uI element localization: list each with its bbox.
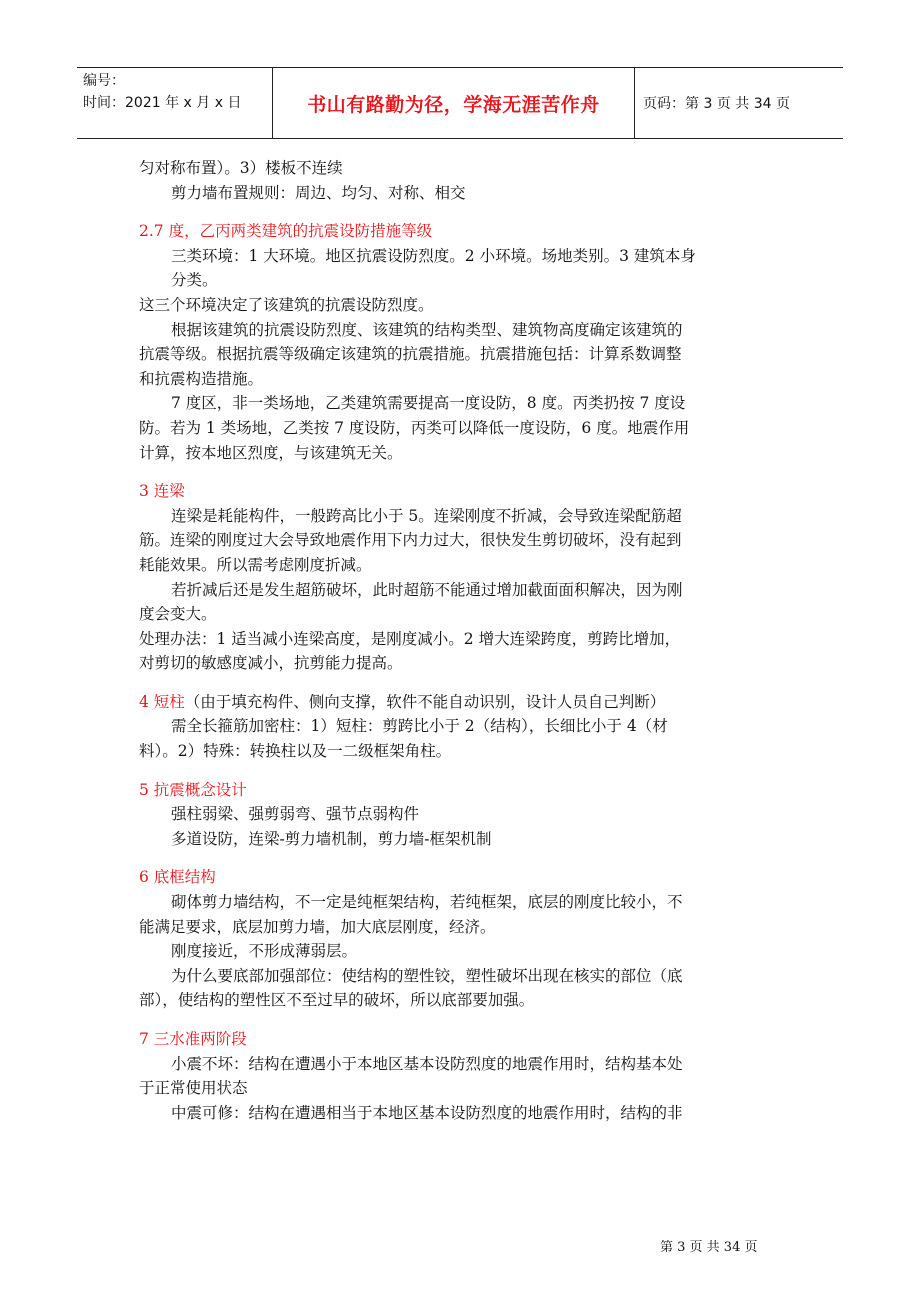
section-heading-7: 7 三水准两阶段 (139, 1030, 247, 1048)
section-heading-6: 6 底框结构 (139, 868, 216, 887)
text-line: 防。若为 1 类场地，乙类按 7 度设防，丙类可以降低一度设防，6 度。地震作用 (139, 418, 690, 437)
text-line: 计算，按本地区烈度，与该建筑无关。 (139, 443, 403, 462)
section-heading-4: 4 短柱 (139, 692, 185, 711)
section-heading-5: 5 抗震概念设计 (139, 780, 247, 799)
section-heading-4-note: （由于填充构件、侧向支撑，软件不能自动识别，设计人员自己判断） (184, 692, 666, 711)
text-line: 部），使结构的塑性区不至过早的破坏，所以底部要加强。 (139, 991, 535, 1010)
text-line: 刚度接近，不形成薄弱层。 (171, 942, 358, 961)
text-line: 分类。 (171, 271, 218, 290)
text-line: 中震可修：结构在遭遇相当于本地区基本设防烈度的地震作用时，结构的非 (171, 1103, 683, 1122)
text-line: 三类环境：1 大环境。地区抗震设防烈度。2 小环境。场地类别。3 建筑本身 (171, 246, 696, 265)
text-line: 筋。连梁的刚度过大会导致地震作用下内力过大，很快发生剪切破坏，没有起到 (139, 531, 682, 550)
text-line: 能满足要求，底层加剪力墙，加大底层刚度，经济。 (139, 917, 496, 936)
text-line: 强柱弱梁、强剪弱弯、强节点弱构件 (171, 805, 420, 824)
section-heading-4-line (139, 690, 781, 715)
text-line: 小震不坏：结构在遭遇小于本地区基本设防烈度的地震作用时，结构基本处 (171, 1054, 683, 1073)
text-line: 根据该建筑的抗震设防烈度、该建筑的结构类型、建筑物高度确定该建筑的 (171, 320, 683, 339)
header-time: 时间：2021 年 x 月 x 日 (83, 95, 242, 111)
text-line: 匀对称布置）。3）楼板不连续 (139, 159, 343, 177)
text-line: 料）。2）特殊：转换柱以及一二级框架角柱。 (139, 742, 452, 761)
text-line: 耗能效果。所以需考虑刚度折减。 (139, 555, 372, 574)
section-heading-2-7: 2.7 度，乙丙两类建筑的抗震设防措施等级 (139, 222, 433, 241)
text-line: 需全长箍筋加密柱：1）短柱：剪跨比小于 2（结构），长细比小于 4（材 (171, 717, 668, 736)
text-line: 若折减后还是发生超筋破坏，此时超筋不能通过增加截面面积解决，因为刚 (171, 580, 683, 599)
text-line: 于正常使用状态 (139, 1079, 248, 1098)
text-line: 砌体剪力墙结构，不一定是纯框架结构，若纯框架，底层的刚度比较小，不 (171, 893, 683, 912)
text-line: 度会变大。 (139, 605, 217, 624)
text-line: 和抗震构造措施。 (139, 369, 264, 388)
header-page-label: 页码：第 3 页 共 34 页 (643, 96, 790, 112)
text-line: 为什么要底部加强部位：使结构的塑性铰，塑性破坏出现在核实的部位（底 (171, 966, 683, 985)
page-header (77, 67, 843, 139)
header-number: 编号： (83, 73, 125, 89)
document-body (139, 156, 781, 1125)
page-footer: 第 3 页 共 34 页 (660, 1240, 758, 1255)
text-line: 多道设防，连梁-剪力墙机制，剪力墙-框架机制 (171, 829, 492, 848)
header-motto: 书山有路勤为径，学海无涯苦作舟 (273, 68, 635, 138)
section-heading-3: 3 连梁 (139, 482, 185, 501)
text-line: 抗震等级。根据抗震等级确定该建筑的抗震措施。抗震措施包括：计算系数调整 (139, 345, 682, 364)
header-meta (77, 68, 273, 138)
text-line: 处理办法：1 适当减小连梁高度，是刚度减小。2 增大连梁跨度，剪跨比增加， (139, 629, 681, 648)
text-line: 7 度区，非一类场地，乙类建筑需要提高一度设防，8 度。丙类扔按 7 度设 (171, 394, 686, 413)
text-line: 对剪切的敏感度减小，抗剪能力提高。 (139, 654, 403, 673)
text-line: 连梁是耗能构件，一般跨高比小于 5。连梁刚度不折减，会导致连梁配筋超 (171, 506, 682, 525)
text-line: 这三个环境决定了该建筑的抗震设防烈度。 (139, 295, 434, 314)
text-line: 剪力墙布置规则：周边、均匀、对称、相交 (171, 183, 466, 202)
